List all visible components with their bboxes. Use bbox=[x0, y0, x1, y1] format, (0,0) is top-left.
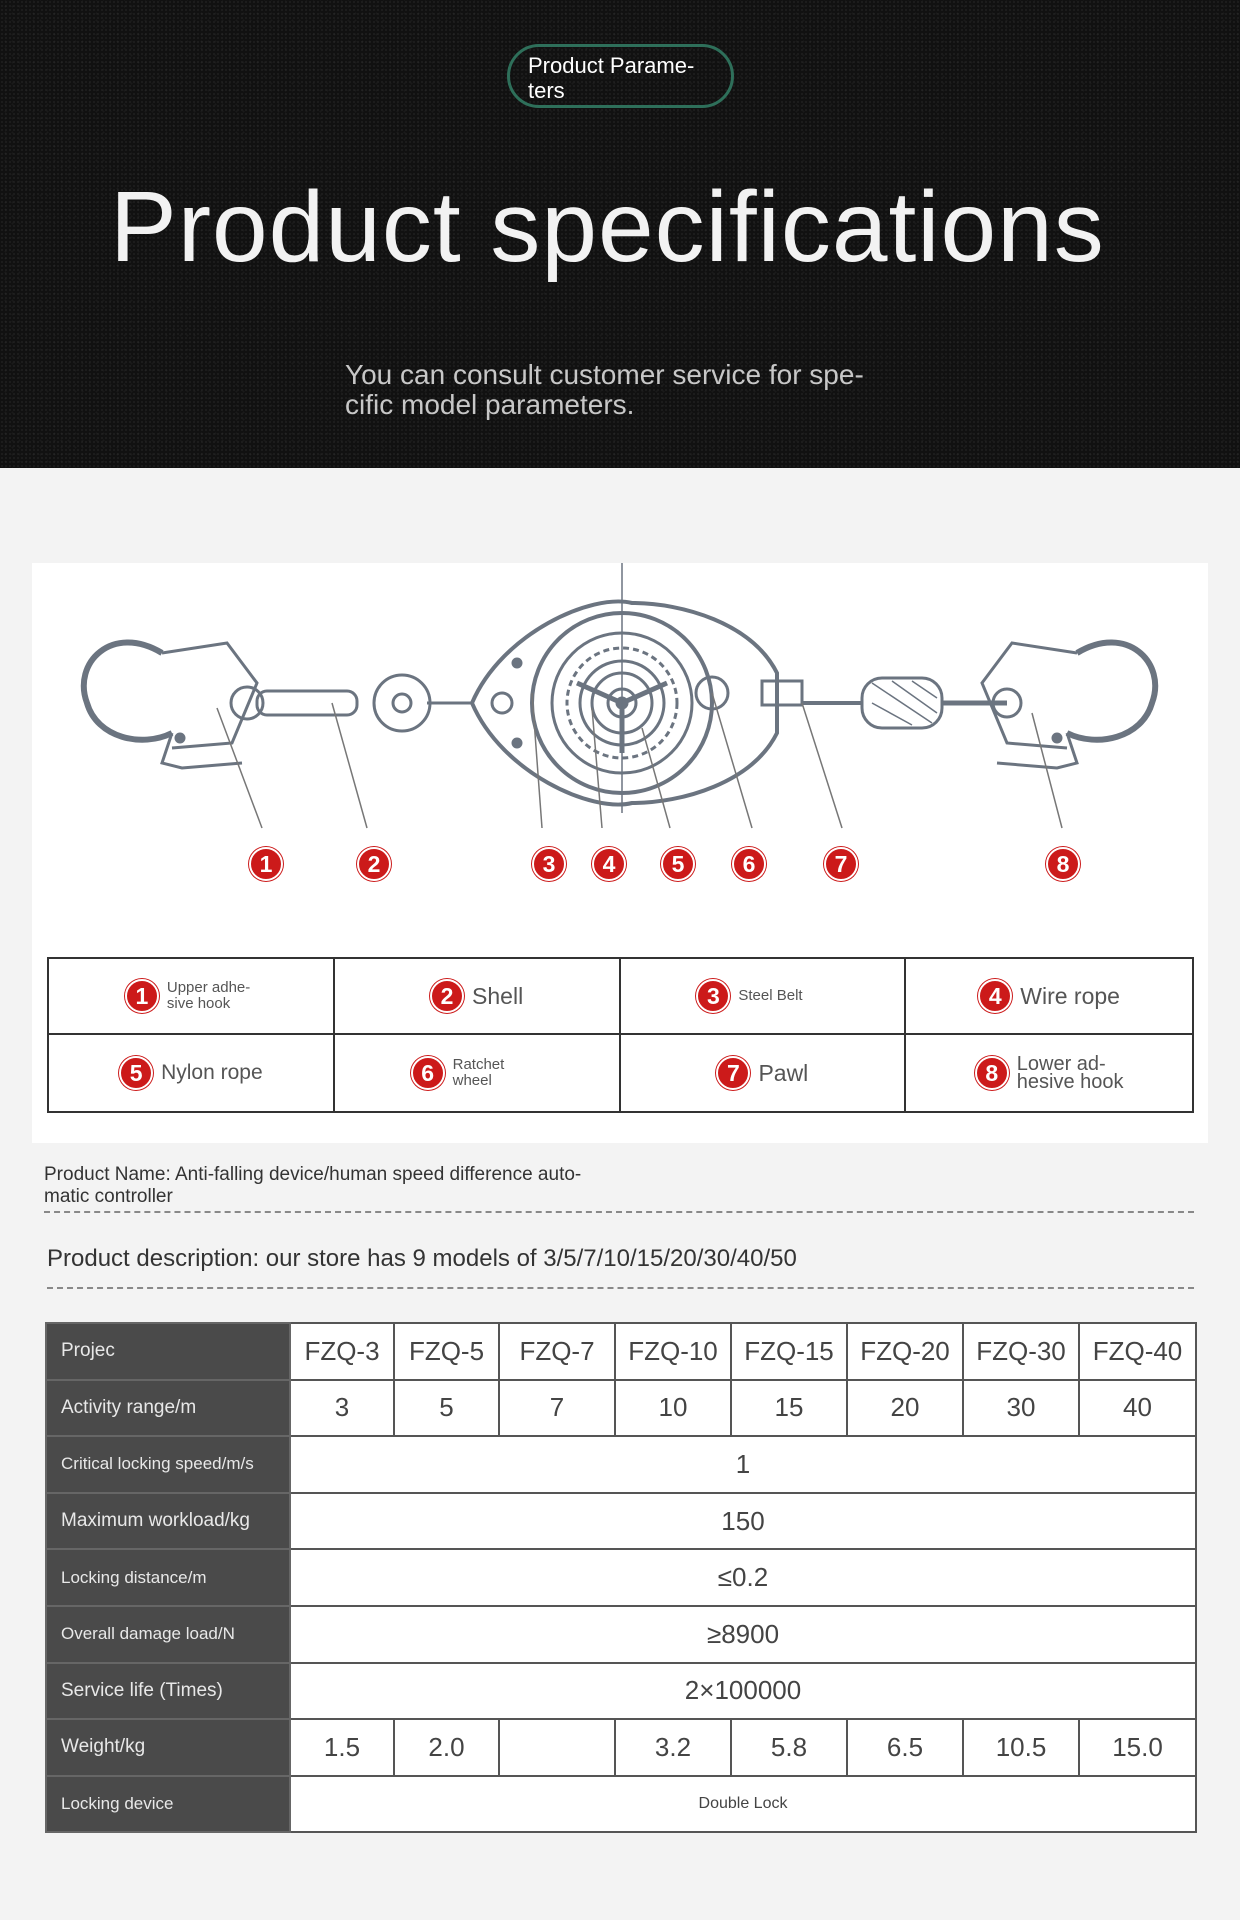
table-cell: ≤0.2 bbox=[290, 1549, 1196, 1606]
model-header: FZQ-5 bbox=[394, 1323, 499, 1380]
part-number-badge: 5 bbox=[119, 1056, 153, 1090]
row-header: Critical locking speed/m/s bbox=[46, 1436, 290, 1493]
part-label: Pawl bbox=[758, 1060, 809, 1086]
table-cell: 10.5 bbox=[963, 1719, 1079, 1776]
callout-badge: 8 bbox=[1046, 847, 1080, 881]
table-row bbox=[46, 1776, 1196, 1833]
divider bbox=[47, 1287, 1194, 1289]
row-header: Maximum workload/kg bbox=[46, 1493, 290, 1550]
row-header: Locking distance/m bbox=[46, 1549, 290, 1606]
part-label: Nylon rope bbox=[161, 1061, 263, 1084]
part-cell bbox=[335, 1035, 621, 1111]
part-label: Ratchet wheel bbox=[452, 1056, 505, 1089]
hero-banner bbox=[0, 0, 1240, 468]
part-cell bbox=[906, 959, 1192, 1035]
part-cell bbox=[49, 959, 335, 1035]
part-label: Steel Belt bbox=[738, 987, 803, 1004]
table-cell: Double Lock bbox=[290, 1776, 1196, 1833]
part-number-badge: 1 bbox=[125, 979, 159, 1013]
callout-badge: 6 bbox=[732, 847, 766, 881]
row-header: Weight/kg bbox=[46, 1719, 290, 1776]
table-cell: 15 bbox=[731, 1380, 847, 1437]
part-cell bbox=[49, 1035, 335, 1111]
row-header: Overall damage load/N bbox=[46, 1606, 290, 1663]
row-header: Locking device bbox=[46, 1776, 290, 1833]
row-header: Activity range/m bbox=[46, 1380, 290, 1437]
part-number-badge: 3 bbox=[696, 979, 730, 1013]
page-title: Product specifications bbox=[110, 171, 1105, 283]
callout-badge: 5 bbox=[661, 847, 695, 881]
product-description: Product description: our store has 9 models of 3/5/7/10/15/20/30/40/50 bbox=[47, 1245, 797, 1272]
section-pill: Product Parame- ters bbox=[507, 44, 734, 108]
callout-badge: 4 bbox=[592, 847, 626, 881]
spec-table bbox=[45, 1322, 1197, 1833]
part-cell bbox=[621, 959, 907, 1035]
part-cell bbox=[621, 1035, 907, 1111]
table-cell: 150 bbox=[290, 1493, 1196, 1550]
table-row bbox=[46, 1606, 1196, 1663]
model-header: FZQ-30 bbox=[963, 1323, 1079, 1380]
model-header: FZQ-20 bbox=[847, 1323, 963, 1380]
part-label: Lower ad- hesive hook bbox=[1016, 1053, 1124, 1093]
divider bbox=[44, 1211, 1194, 1213]
part-label: Upper adhe- sive hook bbox=[166, 979, 251, 1012]
row-header: Projec bbox=[46, 1323, 290, 1380]
table-cell: 5.8 bbox=[731, 1719, 847, 1776]
table-cell: 3.2 bbox=[615, 1719, 731, 1776]
model-header: FZQ-40 bbox=[1079, 1323, 1196, 1380]
table-row bbox=[46, 1493, 1196, 1550]
part-cell bbox=[335, 959, 621, 1035]
part-number-badge: 8 bbox=[975, 1056, 1009, 1090]
part-number-badge: 7 bbox=[716, 1056, 750, 1090]
table-cell: 2.0 bbox=[394, 1719, 499, 1776]
table-row bbox=[46, 1549, 1196, 1606]
table-cell bbox=[499, 1719, 615, 1776]
page-subtitle: You can consult customer service for spe- cific model parameters. bbox=[345, 359, 864, 420]
table-row bbox=[46, 1436, 1196, 1493]
table-row bbox=[46, 1380, 1196, 1437]
callout-badge: 1 bbox=[249, 847, 283, 881]
table-cell: ≥8900 bbox=[290, 1606, 1196, 1663]
part-number-badge: 6 bbox=[411, 1056, 445, 1090]
callout-badge: 7 bbox=[824, 847, 858, 881]
model-header: FZQ-3 bbox=[290, 1323, 394, 1380]
part-number-badge: 4 bbox=[978, 979, 1012, 1013]
table-row bbox=[46, 1663, 1196, 1720]
callout-badge: 3 bbox=[532, 847, 566, 881]
table-row bbox=[46, 1323, 1196, 1380]
table-cell: 6.5 bbox=[847, 1719, 963, 1776]
table-cell: 10 bbox=[615, 1380, 731, 1437]
table-cell: 1.5 bbox=[290, 1719, 394, 1776]
table-cell: 2×100000 bbox=[290, 1663, 1196, 1720]
table-cell: 30 bbox=[963, 1380, 1079, 1437]
part-label: Wire rope bbox=[1020, 983, 1120, 1009]
model-header: FZQ-7 bbox=[499, 1323, 615, 1380]
part-label: Shell bbox=[472, 983, 524, 1009]
table-cell: 1 bbox=[290, 1436, 1196, 1493]
table-cell: 15.0 bbox=[1079, 1719, 1196, 1776]
table-cell: 5 bbox=[394, 1380, 499, 1437]
table-cell: 20 bbox=[847, 1380, 963, 1437]
row-header: Service life (Times) bbox=[46, 1663, 290, 1720]
part-number-badge: 2 bbox=[430, 979, 464, 1013]
model-header: FZQ-15 bbox=[731, 1323, 847, 1380]
table-cell: 3 bbox=[290, 1380, 394, 1437]
product-name: Product Name: Anti-falling device/human speed difference auto- matic controller bbox=[44, 1164, 582, 1207]
table-cell: 40 bbox=[1079, 1380, 1196, 1437]
model-header: FZQ-10 bbox=[615, 1323, 731, 1380]
part-cell bbox=[906, 1035, 1192, 1111]
table-cell: 7 bbox=[499, 1380, 615, 1437]
table-row bbox=[46, 1719, 1196, 1776]
callout-badge: 2 bbox=[357, 847, 391, 881]
parts-legend bbox=[47, 957, 1194, 1113]
